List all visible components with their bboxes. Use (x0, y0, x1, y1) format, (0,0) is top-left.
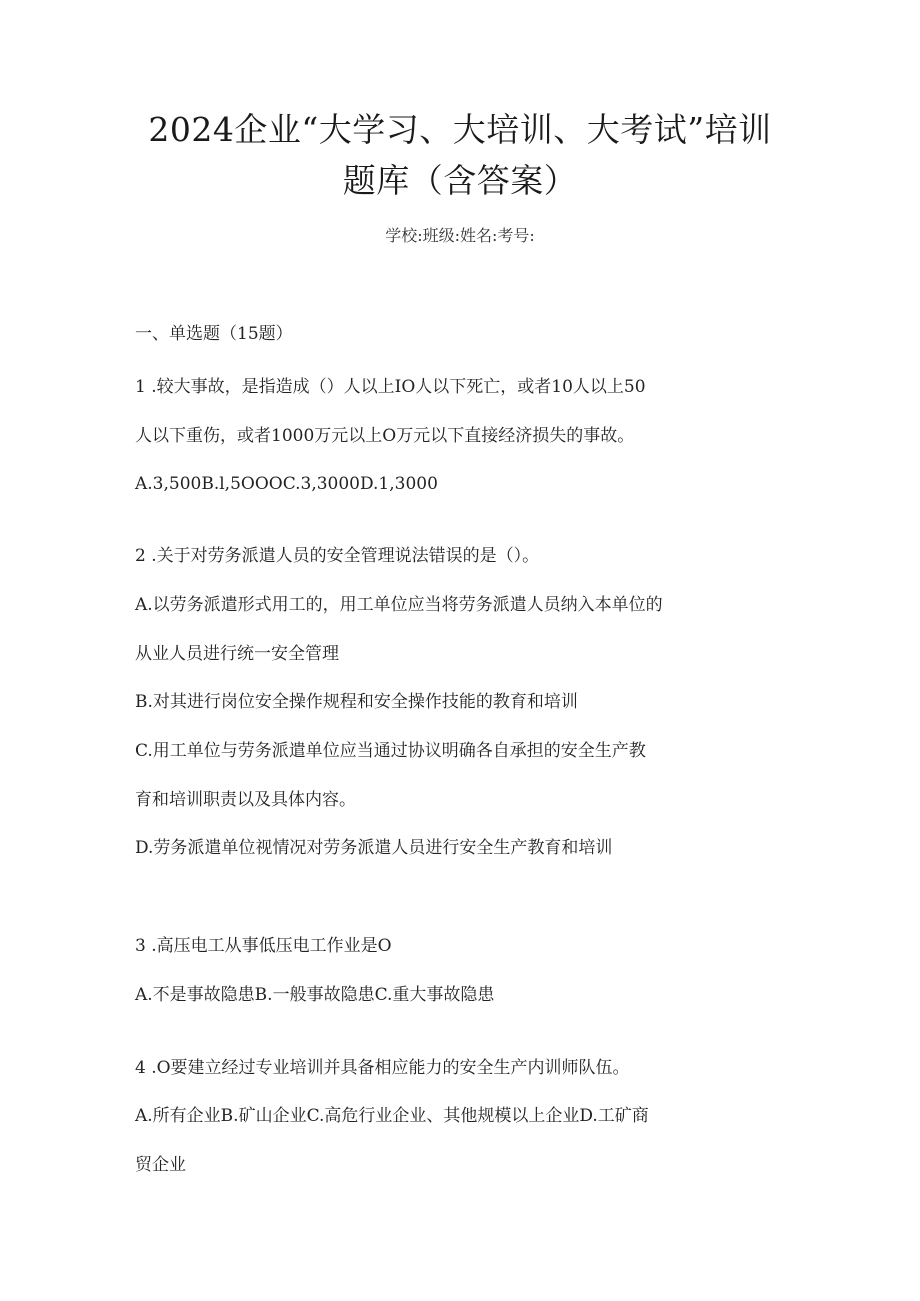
question-2-stem: 2 .关于对劳务派遣人员的安全管理说法错误的是（）。 (135, 546, 540, 566)
question-1-stem-line-2: 人以下重伤，或者1000万元以上O万元以下直接经济损失的事故。 (135, 426, 635, 446)
question-2-option-b: B.对其进行岗位安全操作规程和安全操作技能的教育和培训 (135, 692, 578, 712)
section-heading: 一、单选题（15题） (135, 324, 293, 344)
question-3-stem: 3 .高压电工从事低压电工作业是O (135, 936, 392, 956)
question-2-option-d: D.劳务派遣单位视情况对劳务派遣人员进行安全生产教育和培训 (135, 838, 613, 858)
document-title-line-1: 2024企业“大学习、大培训、大考试”培训 (148, 110, 772, 149)
document-title-line-2: 题库（含答案） (342, 161, 578, 200)
question-1-stem-line-1: 1 .较大事故，是指造成（）人以上IO人以下死亡，或者10人以上50 (135, 377, 646, 397)
question-2-option-a-line-2: 从业人员进行统一安全管理 (135, 644, 339, 664)
question-3-options: A.不是事故隐患B.一般事故隐患C.重大事故隐患 (135, 985, 495, 1005)
question-4-stem: 4 .O要建立经过专业培训并具备相应能力的安全生产内训师队伍。 (135, 1058, 630, 1078)
question-1-options: A.3,500B.l,5OOOC.3,3000D.1,3000 (135, 474, 438, 494)
question-4-options-line-1: A.所有企业B.矿山企业C.高危行业企业、其他规模以上企业D.工矿商 (135, 1106, 649, 1126)
question-4-options-line-2: 贸企业 (135, 1155, 186, 1175)
student-info-line: 学校:班级:姓名:考号: (385, 226, 535, 245)
question-2-option-a-line-1: A.以劳务派遣形式用工的，用工单位应当将劳务派遣人员纳入本单位的 (135, 595, 663, 615)
question-2-option-c-line-1: C.用工单位与劳务派遣单位应当通过协议明确各自承担的安全生产教 (135, 741, 646, 761)
question-2-option-c-line-2: 育和培训职责以及具体内容。 (135, 790, 356, 810)
